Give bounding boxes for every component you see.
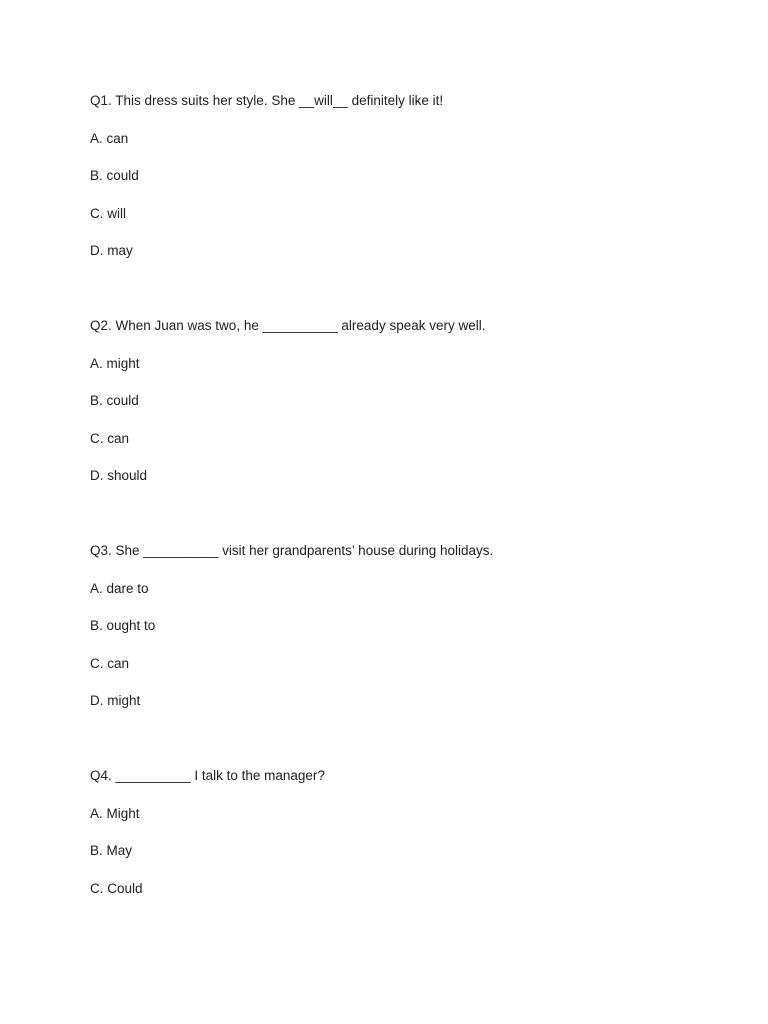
question-4-option-a: A. Might [90, 806, 140, 821]
question-4-option-c: C. Could [90, 881, 143, 896]
question-4-prompt: Q4. __________ I talk to the manager? [90, 768, 325, 783]
question-2-option-a: A. might [90, 356, 140, 371]
question-2-prompt: Q2. When Juan was two, he __________ already speak very well. [90, 318, 486, 333]
question-2-option-b: B. could [90, 393, 139, 408]
question-1-option-c: C. will [90, 206, 126, 221]
question-1-option-a: A. can [90, 131, 129, 146]
question-3-option-a: A. dare to [90, 581, 149, 596]
question-2-option-c: C. can [90, 431, 130, 446]
question-3-option-c: C. can [90, 656, 130, 671]
question-1-option-d: D. may [90, 243, 133, 258]
question-3-prompt: Q3. She __________ visit her grandparents’ house during holidays. [90, 543, 494, 558]
question-2-option-d: D. should [90, 468, 148, 483]
question-3-option-b: B. ought to [90, 618, 156, 633]
question-1-option-b: B. could [90, 168, 139, 183]
question-4-option-b: B. May [90, 843, 133, 858]
question-1-prompt: Q1. This dress suits her style. She __will__ definitely like it! [90, 93, 444, 108]
question-3-option-d: D. might [90, 693, 141, 708]
